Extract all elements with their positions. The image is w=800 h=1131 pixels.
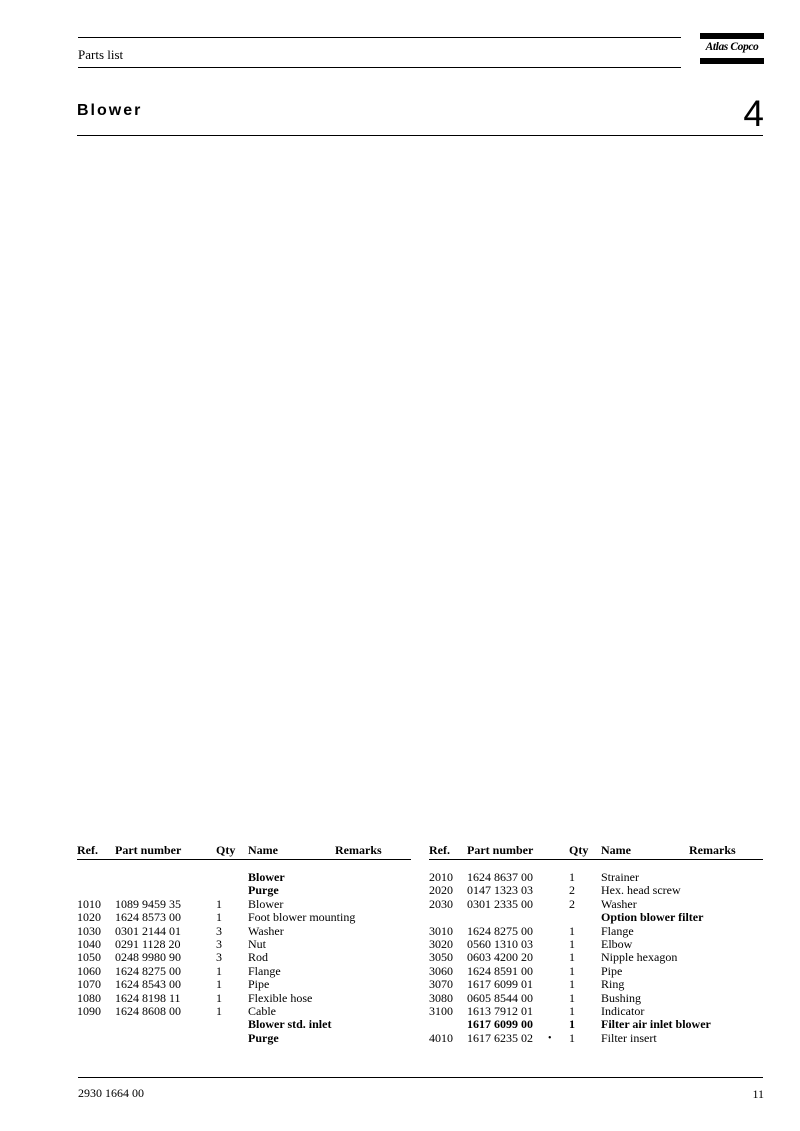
cell-name: Flange xyxy=(601,923,634,938)
cell-ref: 2010 xyxy=(429,870,453,884)
cell-name: Flexible hose xyxy=(248,990,313,1005)
cell-name: Pipe xyxy=(601,963,623,978)
col-header-qty: Qty xyxy=(216,843,236,857)
cell-qty: 1 xyxy=(569,963,575,978)
logo-bar-bottom xyxy=(700,58,764,64)
col-header-remarks: Remarks xyxy=(689,843,736,857)
cell-part-number: 1624 8608 00 xyxy=(115,1004,181,1018)
cell-name: Cable xyxy=(248,1004,276,1018)
cell-name: Nut xyxy=(248,937,266,951)
cell-qty: 1 xyxy=(569,870,575,884)
cell-qty: 1 xyxy=(216,963,222,978)
cell-bullet: • xyxy=(548,1032,552,1044)
cell-name: Blower xyxy=(248,870,285,884)
cell-part-number: 1089 9459 35 xyxy=(115,896,181,911)
cell-name: Flange xyxy=(248,963,281,978)
logo-bar-top xyxy=(700,33,764,39)
cell-ref: 1020 xyxy=(77,910,101,925)
cell-name: Bushing xyxy=(601,990,642,1005)
cell-qty: 1 xyxy=(569,977,575,992)
cell-part-number: 1624 8543 00 xyxy=(115,977,181,992)
section-title: Blower xyxy=(77,102,143,119)
cell-qty: 1 xyxy=(216,1004,222,1018)
cell-name: Filter insert xyxy=(601,1030,657,1045)
cell-name: Nipple hexagon xyxy=(601,950,678,965)
cell-qty: 1 xyxy=(569,950,575,965)
cell-name: Ring xyxy=(601,977,625,992)
cell-name: Washer xyxy=(601,896,637,911)
cell-name: Hex. head screw xyxy=(601,883,681,898)
cell-name: Option blower filter xyxy=(601,910,704,925)
cell-ref: 3080 xyxy=(429,990,453,1005)
col-header-part-number: Part number xyxy=(115,843,182,857)
cell-name: Blower xyxy=(248,896,284,911)
cell-part-number: 1624 8573 00 xyxy=(115,910,181,925)
cell-qty: 3 xyxy=(216,950,222,965)
cell-part-number: 0605 8544 00 xyxy=(467,990,533,1005)
cell-part-number: 0560 1310 03 xyxy=(467,937,533,951)
cell-qty: 1 xyxy=(569,1030,575,1045)
cell-qty: 1 xyxy=(216,990,222,1005)
cell-part-number: 1617 6235 02 xyxy=(467,1030,533,1045)
cell-ref: 3020 xyxy=(429,937,453,951)
cell-ref: 1080 xyxy=(77,990,101,1005)
cell-qty: 1 xyxy=(569,937,575,951)
cell-qty: 1 xyxy=(569,923,575,938)
cell-ref: 2020 xyxy=(429,883,453,898)
cell-name: Blower std. inlet xyxy=(248,1017,332,1032)
cell-part-number: 1624 8591 00 xyxy=(467,963,533,978)
cell-part-number: 1624 8275 00 xyxy=(467,923,533,938)
cell-ref: 2030 xyxy=(429,896,453,911)
logo-text: Atlas Copco xyxy=(705,41,759,53)
footer-page-number: 11 xyxy=(752,1087,764,1101)
cell-qty: 2 xyxy=(569,896,575,911)
cell-name: Filter air inlet blower xyxy=(601,1017,711,1032)
col-header-ref: Ref. xyxy=(77,843,98,857)
cell-qty: 1 xyxy=(569,1017,575,1032)
cell-name: Indicator xyxy=(601,1004,645,1018)
cell-qty: 1 xyxy=(569,990,575,1005)
footer-rule xyxy=(78,1077,763,1078)
header-rule-bottom xyxy=(78,67,681,68)
cell-qty: 1 xyxy=(216,896,222,911)
table-header-rule xyxy=(77,859,411,860)
cell-part-number: 1624 8275 00 xyxy=(115,963,181,978)
cell-part-number: 0248 9980 90 xyxy=(115,950,181,965)
cell-qty: 2 xyxy=(569,883,575,898)
cell-qty: 1 xyxy=(216,977,222,992)
cell-ref: 1030 xyxy=(77,923,101,938)
cell-ref: 1070 xyxy=(77,977,101,992)
parts-table-right xyxy=(429,843,763,1053)
cell-name: Foot blower mounting xyxy=(248,910,356,925)
cell-part-number: 0291 1128 20 xyxy=(115,937,181,951)
cell-ref: 1050 xyxy=(77,950,101,965)
cell-ref: 1040 xyxy=(77,937,101,951)
cell-name: Strainer xyxy=(601,870,639,884)
cell-part-number: 1624 8198 11 xyxy=(115,990,181,1005)
col-header-ref: Ref. xyxy=(429,843,450,857)
cell-part-number: 1613 7912 01 xyxy=(467,1004,533,1018)
cell-ref: 4010 xyxy=(429,1030,453,1045)
cell-name: Purge xyxy=(248,883,279,898)
cell-qty: 3 xyxy=(216,937,222,951)
cell-ref: 1010 xyxy=(77,896,101,911)
cell-part-number: 0301 2335 00 xyxy=(467,896,533,911)
section-rule xyxy=(77,135,763,136)
col-header-remarks: Remarks xyxy=(335,843,382,857)
header-title: Parts list xyxy=(78,47,124,62)
cell-ref: 3070 xyxy=(429,977,453,992)
cell-ref: 3100 xyxy=(429,1004,453,1018)
col-header-name: Name xyxy=(248,843,278,857)
cell-part-number: 0301 2144 01 xyxy=(115,923,181,938)
cell-part-number: 1617 6099 00 xyxy=(467,1017,533,1032)
col-header-qty: Qty xyxy=(569,843,589,857)
cell-part-number: 0603 4200 20 xyxy=(467,950,533,965)
cell-qty: 3 xyxy=(216,923,222,938)
section-number: 4 xyxy=(743,93,764,134)
cell-ref: 3060 xyxy=(429,963,453,978)
cell-name: Elbow xyxy=(601,937,633,951)
footer-doc-number: 2930 1664 00 xyxy=(78,1086,144,1100)
cell-ref: 1060 xyxy=(77,963,101,978)
cell-part-number: 1617 6099 01 xyxy=(467,977,533,992)
atlas-copco-logo xyxy=(700,33,764,67)
cell-ref: 3010 xyxy=(429,923,453,938)
col-header-name: Name xyxy=(601,843,631,857)
cell-qty: 1 xyxy=(216,910,222,925)
cell-qty: 1 xyxy=(569,1004,575,1018)
cell-part-number: 0147 1323 03 xyxy=(467,883,533,898)
col-header-part-number: Part number xyxy=(467,843,534,857)
header-rule-top xyxy=(78,37,681,38)
table-header-rule xyxy=(429,859,763,860)
cell-name: Purge xyxy=(248,1030,279,1045)
parts-table-left xyxy=(77,843,411,1053)
cell-name: Pipe xyxy=(248,977,270,992)
cell-name: Rod xyxy=(248,950,269,965)
cell-ref: 1090 xyxy=(77,1004,101,1018)
cell-name: Washer xyxy=(248,923,284,938)
cell-ref: 3050 xyxy=(429,950,453,965)
cell-part-number: 1624 8637 00 xyxy=(467,870,533,884)
